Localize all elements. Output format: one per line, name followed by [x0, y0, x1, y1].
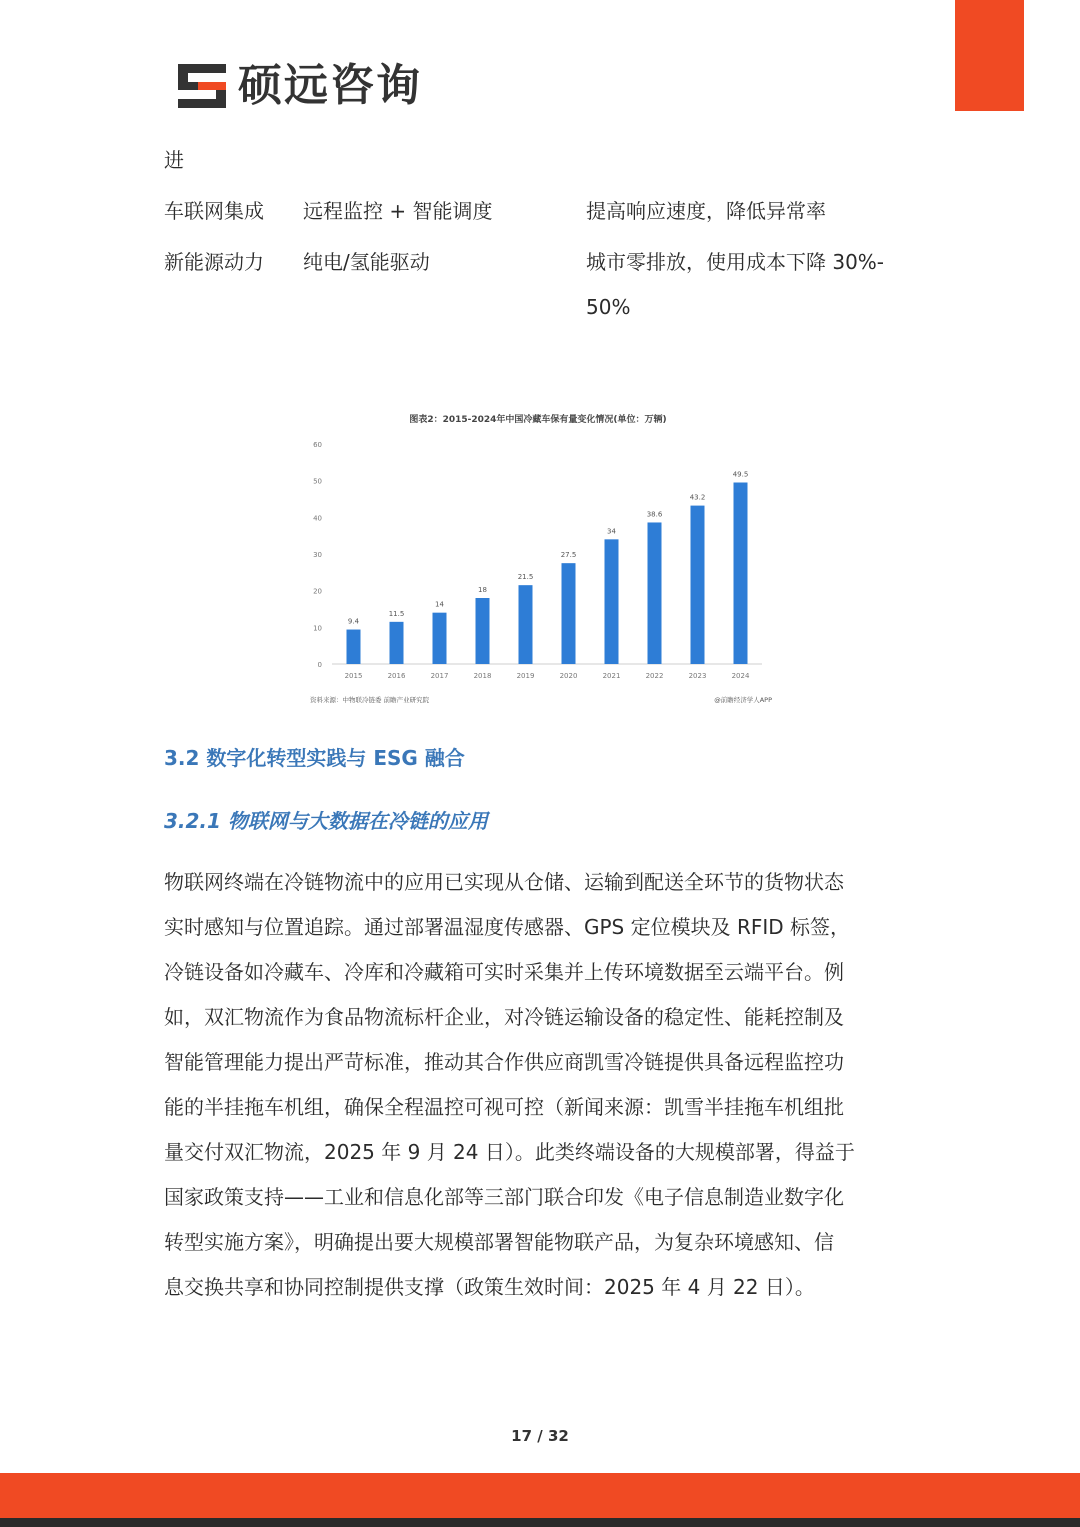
footer-accent-bar	[0, 1473, 1080, 1518]
data-label: 49.5	[732, 470, 749, 479]
x-tick-label: 2019	[516, 672, 535, 680]
paragraph-line: 实时感知与位置追踪。通过部署温湿度传感器、GPS 定位模块及 RFID 标签，	[164, 915, 851, 939]
table-cell-continued: 进	[164, 148, 184, 172]
y-tick-label: 50	[313, 477, 322, 486]
x-tick-label: 2023	[688, 672, 707, 680]
x-tick-label: 2018	[473, 672, 492, 680]
bar	[476, 598, 490, 664]
chart-title: 图表2：2015-2024年中国冷藏车保有量变化情况(单位：万辆)	[409, 415, 667, 425]
data-label: 9.4	[347, 617, 360, 626]
bar-chart	[300, 400, 780, 712]
x-tick-label: 2020	[559, 672, 578, 680]
paragraph-line: 物联网终端在冷链物流中的应用已实现从仓储、运输到配送全环节的货物状态	[164, 870, 844, 894]
data-label: 27.5	[560, 551, 577, 560]
table-cell-tech: 纯电/氢能驱动	[303, 250, 430, 274]
table-cell-benefit: 提高响应速度，降低异常率	[586, 199, 826, 223]
x-tick-label: 2021	[602, 672, 621, 680]
paragraph-line: 智能管理能力提出严苛标准，推动其合作供应商凯雪冷链提供具备远程监控功	[164, 1050, 844, 1074]
page-number: 17 / 32	[511, 1427, 569, 1445]
corner-accent-tab	[955, 0, 1024, 111]
y-tick-label: 10	[313, 624, 322, 633]
bar	[691, 506, 705, 664]
y-tick-label: 0	[317, 661, 322, 669]
data-label: 14	[435, 600, 444, 609]
table-cell-benefit-wrap: 50%	[586, 295, 631, 319]
footer-dark-strip	[0, 1518, 1080, 1527]
bar	[433, 613, 447, 664]
chart-source: 资料来源：中物联冷链委 前瞻产业研究院	[310, 696, 430, 704]
company-logo	[176, 58, 422, 114]
logo-mark-icon	[176, 60, 228, 112]
data-label: 38.6	[646, 510, 663, 519]
bar	[519, 585, 533, 664]
paragraph-line: 量交付双汇物流，2025 年 9 月 24 日）。此类终端设备的大规模部署，得益于	[164, 1140, 855, 1164]
x-tick-label: 2016	[387, 672, 406, 680]
table-cell-benefit: 城市零排放，使用成本下降 30%-	[586, 250, 885, 274]
y-tick-label: 30	[313, 551, 322, 559]
x-tick-label: 2015	[344, 672, 363, 680]
data-label: 21.5	[517, 573, 534, 582]
paragraph-line: 冷链设备如冷藏车、冷库和冷藏箱可实时采集并上传环境数据至云端平台。例	[164, 960, 844, 984]
bar	[390, 622, 404, 664]
table-cell-feature: 新能源动力	[164, 250, 264, 274]
y-tick-label: 60	[313, 441, 322, 449]
bar	[347, 630, 361, 664]
y-tick-label: 40	[313, 514, 322, 523]
chart-credit: @前瞻经济学人APP	[714, 696, 772, 704]
data-label: 18	[478, 586, 487, 594]
table-cell-feature: 车联网集成	[164, 199, 264, 223]
x-tick-label: 2024	[731, 672, 750, 680]
logo-text: 硕远咨询	[238, 60, 422, 111]
paragraph-line: 息交换共享和协同控制提供支撑（政策生效时间：2025 年 4 月 22 日）。	[164, 1275, 815, 1299]
paragraph-line: 转型实施方案》，明确提出要大规模部署智能物联产品，为复杂环境感知、信	[164, 1230, 834, 1254]
y-tick-label: 20	[313, 587, 322, 596]
data-label: 11.5	[388, 609, 405, 618]
bar	[734, 483, 748, 665]
data-label: 34	[607, 527, 616, 536]
data-label: 43.2	[689, 493, 706, 502]
table-cell-tech: 远程监控 + 智能调度	[303, 199, 493, 223]
subsection-heading: 3.2.1 物联网与大数据在冷链的应用	[164, 809, 488, 833]
bar	[648, 522, 662, 664]
paragraph-line: 国家政策支持——工业和信息化部等三部门联合印发《电子信息制造业数字化	[164, 1185, 844, 1209]
bar	[605, 539, 619, 664]
bar	[562, 563, 576, 664]
paragraph-line: 如，双汇物流作为食品物流标杆企业，对冷链运输设备的稳定性、能耗控制及	[164, 1005, 844, 1029]
paragraph-line: 能的半挂拖车机组，确保全程温控可视可控（新闻来源：凯雪半挂拖车机组批	[164, 1095, 844, 1119]
x-tick-label: 2017	[430, 672, 449, 680]
x-tick-label: 2022	[645, 672, 664, 680]
section-heading: 3.2 数字化转型实践与 ESG 融合	[164, 746, 465, 770]
